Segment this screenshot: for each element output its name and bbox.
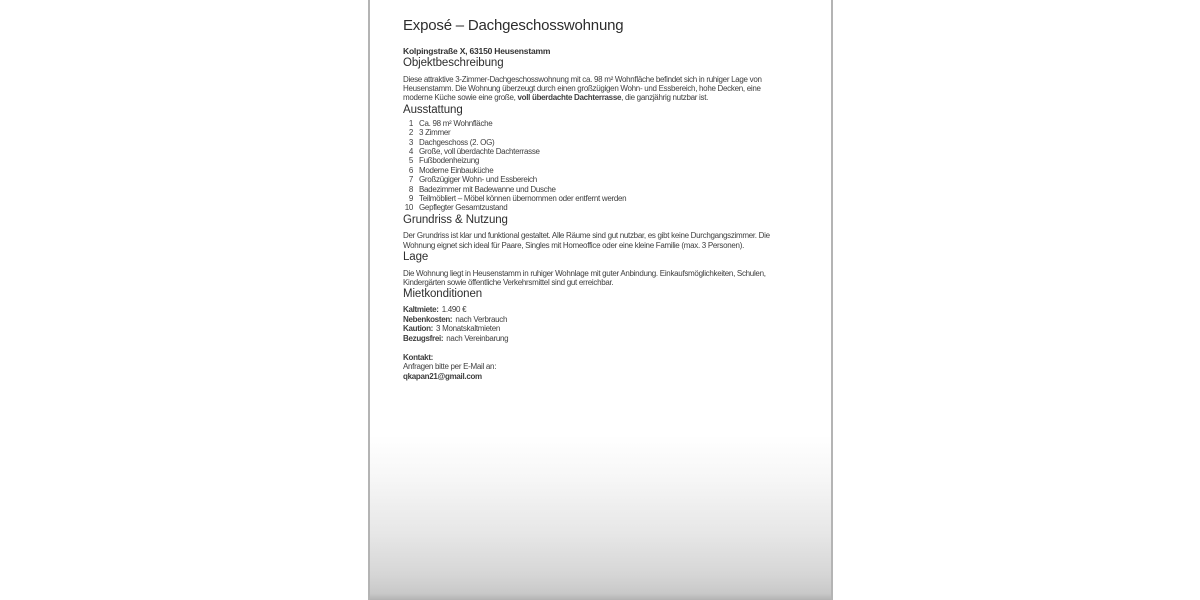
section-heading-grundriss: Grundriss & Nutzung [403, 213, 508, 226]
rent-value: 3 Monatskaltmieten [436, 324, 501, 334]
rent-row [403, 305, 783, 314]
list-item [403, 185, 783, 194]
rent-label: Kaution: [403, 324, 434, 334]
list-item [403, 138, 783, 147]
item-number: 5 [408, 156, 413, 166]
objektbeschreibung-paragraph [403, 75, 783, 103]
list-item [403, 194, 783, 203]
item-text: Großzügiger Wohn- und Essbereich [419, 175, 537, 185]
paragraph-text: , die ganzjährig nutzbar ist. [621, 93, 709, 103]
item-number: 9 [408, 193, 413, 203]
contact-line: Anfragen bitte per E-Mail an: [403, 362, 497, 372]
address-subtitle: Kolpingstraße X, 63150 Heusenstamm [403, 46, 551, 56]
item-number: 6 [408, 165, 413, 175]
item-text: Große, voll überdachte Dachterrasse [419, 146, 540, 156]
item-number: 7 [408, 175, 413, 185]
list-item [403, 203, 783, 212]
item-number: 1 [408, 118, 413, 128]
item-text: Fußbodenheizung [419, 156, 479, 166]
section-heading-lage: Lage [403, 251, 429, 264]
list-item [403, 175, 783, 184]
list-item [403, 147, 783, 156]
paragraph-text: Diese attraktive 3-Zimmer-Dachgeschosswohnung mit ca. 98 m² Wohnfläche befindet sich in ruhiger Lage von Heusenstamm. Die Wohnung überzeugt durch einen großzügigen Wohn- und Essbereich, hohe Decken, eine moderne Küche sowie eine große, [403, 74, 762, 103]
contact-email: qkapan21@gmail.com [403, 371, 482, 381]
item-number: 2 [408, 128, 413, 138]
contact-heading: Kontakt: [403, 353, 434, 363]
rent-label: Kaltmiete: [403, 305, 439, 315]
section-heading-mietkonditionen: Mietkonditionen [403, 288, 483, 301]
item-number: 8 [408, 184, 413, 194]
rent-conditions [403, 305, 783, 343]
item-text: Dachgeschoss (2. OG) [419, 137, 495, 147]
page-bottom-shadow [370, 435, 831, 600]
document-page [368, 0, 833, 600]
section-heading-objektbeschreibung: Objektbeschreibung [403, 57, 504, 69]
list-item [403, 119, 783, 128]
rent-row [403, 334, 783, 343]
paragraph-bold-text: voll überdachte Dachterrasse [517, 93, 622, 103]
item-text: 3 Zimmer [419, 128, 451, 138]
item-text: Gepflegter Gesamtzustand [419, 203, 508, 213]
item-text: Ca. 98 m² Wohnfläche [419, 118, 493, 128]
rent-row [403, 315, 783, 324]
rent-row [403, 324, 783, 333]
item-number: 4 [408, 146, 413, 156]
feature-list [403, 119, 783, 213]
list-item [403, 156, 783, 165]
item-text: Moderne Einbauküche [419, 165, 494, 175]
grundriss-paragraph: Der Grundriss ist klar und funktional gestaltet. Alle Räume sind gut nutzbar, es gibt keine Durchgangszimmer. Die Wohnung eignet sich ideal für Paare, Singles mit Homeoffice oder eine kleine Familie (max. 3 Personen). [403, 231, 770, 250]
rent-value: nach Verbrauch [455, 314, 508, 324]
list-item [403, 128, 783, 137]
rent-value: nach Vereinbarung [446, 333, 509, 343]
section-heading-ausstattung: Ausstattung [403, 103, 463, 116]
lage-paragraph: Die Wohnung liegt in Heusenstamm in ruhiger Wohnlage mit guter Anbindung. Einkaufsmöglichkeiten, Schulen, Kindergärten sowie öffentliche Verkehrsmittel sind gut erreichbar. [403, 268, 766, 287]
rent-label: Bezugsfrei: [403, 333, 444, 343]
rent-value: 1.490 € [441, 305, 467, 315]
list-item [403, 166, 783, 175]
rent-label: Nebenkosten: [403, 314, 453, 324]
item-text: Badezimmer mit Badewanne und Dusche [419, 184, 556, 194]
item-text: Teilmöbliert – Möbel können übernommen oder entfernt werden [419, 193, 627, 203]
item-number: 10 [404, 203, 413, 213]
item-number: 3 [408, 137, 413, 147]
contact-block [403, 353, 783, 381]
page-title: Exposé – Dachgeschosswohnung [403, 17, 624, 34]
